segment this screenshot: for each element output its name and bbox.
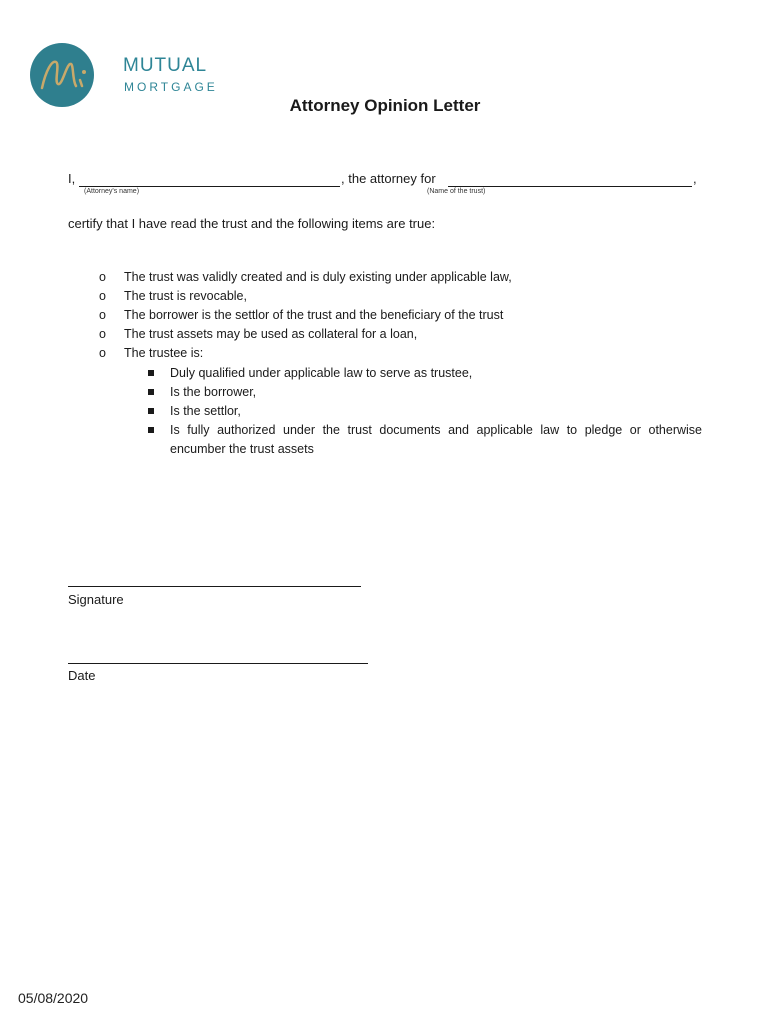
footer-date: 05/08/2020 bbox=[18, 990, 89, 1006]
trust-name-field[interactable] bbox=[448, 186, 692, 187]
certification-list bbox=[99, 268, 512, 363]
attorney-for-text: , the attorney for bbox=[341, 171, 436, 186]
attorney-name-caption: (Attorney's name) bbox=[84, 188, 140, 195]
square-bullet-icon bbox=[148, 389, 154, 395]
sublist-item-text: Duly qualified under applicable law to serve as trustee, bbox=[170, 366, 473, 380]
date-field[interactable] bbox=[68, 663, 368, 664]
list-item bbox=[99, 344, 512, 363]
sublist-item-text: Is the settlor, bbox=[170, 404, 241, 418]
trustee-sublist bbox=[148, 364, 708, 459]
square-bullet-icon bbox=[148, 408, 154, 414]
sublist-item-text: Is the borrower, bbox=[170, 385, 257, 399]
signature-field[interactable] bbox=[68, 586, 361, 587]
date-label: Date bbox=[68, 668, 96, 683]
list-item-text: The trust is revocable, bbox=[124, 289, 247, 303]
circle-bullet-icon: o bbox=[99, 308, 106, 322]
square-bullet-icon bbox=[148, 427, 154, 433]
list-item-text: The trustee is: bbox=[124, 346, 204, 360]
certify-statement: certify that I have read the trust and the following items are true: bbox=[68, 216, 436, 231]
circle-bullet-icon: o bbox=[99, 289, 106, 303]
circle-bullet-icon: o bbox=[99, 346, 106, 360]
circle-bullet-icon: o bbox=[99, 270, 106, 284]
sublist-item bbox=[148, 421, 708, 459]
sublist-item bbox=[148, 402, 708, 421]
attorney-prefix: I, bbox=[68, 171, 76, 186]
sublist-item bbox=[148, 364, 708, 383]
brand-name-top: MUTUAL bbox=[123, 55, 208, 76]
attorney-name-field[interactable] bbox=[79, 186, 340, 187]
list-item bbox=[99, 325, 512, 344]
list-item bbox=[99, 287, 512, 306]
list-item-text: The trust assets may be used as collateral for a loan, bbox=[124, 327, 418, 341]
square-bullet-icon bbox=[148, 370, 154, 376]
attorney-line-suffix: , bbox=[693, 171, 697, 186]
list-item-text: The borrower is the settlor of the trust and the beneficiary of the trust bbox=[124, 308, 504, 322]
signature-label: Signature bbox=[68, 592, 124, 607]
trust-name-caption: (Name of the trust) bbox=[427, 188, 486, 195]
circle-bullet-icon: o bbox=[99, 327, 106, 341]
sublist-item bbox=[148, 383, 708, 402]
brand-name-bottom: MORTGAGE bbox=[124, 80, 218, 94]
list-item bbox=[99, 306, 512, 325]
document-title: Attorney Opinion Letter bbox=[289, 96, 481, 115]
list-item-text: The trust was validly created and is duly existing under applicable law, bbox=[124, 270, 512, 284]
sublist-item-text: Is fully authorized under the trust documents and applicable law to pledge or otherwise encumber the trust assets bbox=[170, 423, 702, 456]
list-item bbox=[99, 268, 512, 287]
